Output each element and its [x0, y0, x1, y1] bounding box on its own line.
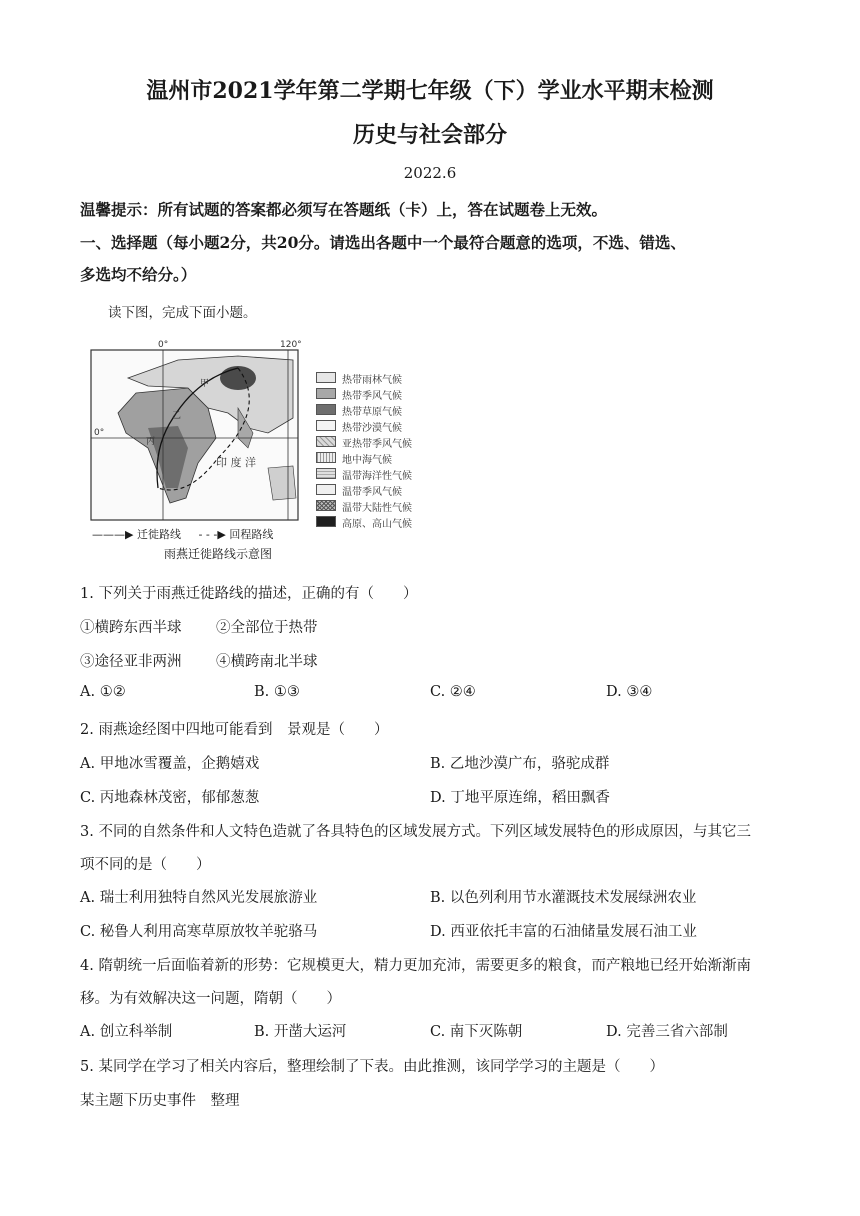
- migration-route-label: 迁徙路线: [136, 528, 181, 541]
- q1-option-a[interactable]: A. ①②: [80, 684, 126, 700]
- q4-option-a[interactable]: A. 创立科举制: [80, 1024, 173, 1040]
- legend-label: 高原、高山气候: [342, 519, 412, 530]
- australia-landmass: [268, 466, 296, 500]
- q1-statement-2: ②全部位于热带: [216, 620, 318, 636]
- place-label-jia: 甲: [200, 379, 210, 389]
- place-label-bing: 丙: [146, 437, 156, 447]
- legend-swatch: [316, 452, 336, 463]
- q1-option-b[interactable]: B. ①③: [254, 684, 300, 700]
- q1-option-c[interactable]: C. ②④: [430, 684, 476, 700]
- legend-swatch: [316, 388, 336, 399]
- q2-option-c[interactable]: C. 丙地森林茂密，郁郁葱葱: [80, 790, 260, 806]
- q1-statement-3: ③途径亚非两洲: [80, 654, 182, 670]
- lat-label-equator: 0°: [94, 428, 105, 438]
- ocean-label: 印 度 洋: [216, 456, 256, 469]
- legend-label: 亚热带季风气候: [342, 439, 412, 450]
- q3-stem-line2: 项不同的是（ ）: [80, 857, 211, 873]
- return-route-label: 回程路线: [229, 528, 274, 541]
- route-legend: [92, 526, 273, 542]
- q4-stem-line1: 4. 隋朝统一后面临着新的形势：它规模更大，精力更加充沛，需要更多的粮食，而产粮地已经开始渐渐南: [80, 958, 751, 974]
- legend-label: 地中海气候: [342, 455, 392, 466]
- lon-label-0: 0°: [158, 340, 169, 350]
- q1-statement-1: ①横跨东西半球: [80, 620, 182, 636]
- q4-stem-line2: 移。为有效解决这一问题，隋朝（ ）: [80, 991, 341, 1007]
- q4-option-c[interactable]: C. 南下灭陈朝: [430, 1024, 523, 1040]
- migration-map: [88, 338, 308, 524]
- exam-title: 温州市2021学年第二学期七年级（下）学业水平期末检测: [146, 78, 714, 104]
- q3-option-a[interactable]: A. 瑞士利用独特自然风光发展旅游业: [80, 890, 318, 906]
- figure-caption: 雨燕迁徙路线示意图: [164, 547, 273, 561]
- legend-label: 热带季风气候: [342, 391, 402, 402]
- notice-text: 温馨提示：所有试题的答案都必须写在答题纸（卡）上，答在试题卷上无效。: [80, 200, 608, 219]
- section-heading-line2: 多选均不给分。）: [80, 265, 197, 284]
- q3-stem-line1: 3. 不同的自然条件和人文特色造就了各具特色的区域发展方式。下列区域发展特色的形成原因，与其它三: [80, 824, 751, 840]
- q1-statement-4: ④横跨南北半球: [216, 654, 318, 670]
- legend-swatch: [316, 420, 336, 431]
- q2-option-d[interactable]: D. 丁地平原连绵，稻田飘香: [430, 790, 610, 806]
- lon-label-120: 120°: [280, 340, 302, 350]
- exam-date: 2022.6: [403, 164, 457, 182]
- q1-stem: 1. 下列关于雨燕迁徙路线的描述，正确的有（ ）: [80, 586, 418, 602]
- q2-option-b[interactable]: B. 乙地沙漠广布，骆驼成群: [430, 756, 610, 772]
- climate-legend: [316, 372, 436, 532]
- q2-option-a[interactable]: A. 甲地冰雪覆盖，企鹅嬉戏: [80, 756, 260, 772]
- exam-subtitle: 历史与社会部分: [352, 122, 507, 148]
- legend-swatch: [316, 468, 336, 479]
- legend-label: 温带大陆性气候: [342, 503, 412, 514]
- legend-swatch: [316, 436, 336, 447]
- section-heading-line1: 一、选择题（每小题2分，共20分。请选出各题中一个最符合题意的选项，不选、错选、: [80, 233, 686, 252]
- map-svg: [88, 338, 308, 524]
- legend-label: 热带雨林气候: [342, 375, 402, 386]
- return-route-symbol: - - -▶: [198, 528, 230, 541]
- legend-swatch: [316, 500, 336, 511]
- q3-option-c[interactable]: C. 秘鲁人利用高寒草原放牧羊驼骆马: [80, 924, 318, 940]
- plateau-region: [220, 366, 256, 390]
- legend-swatch: [316, 372, 336, 383]
- legend-label: 温带季风气候: [342, 487, 402, 498]
- q2-stem: 2. 雨燕途经图中四地可能看到 景观是（ ）: [80, 722, 389, 738]
- migration-route-symbol: ———▶: [92, 528, 137, 541]
- legend-swatch: [316, 516, 336, 527]
- q5-stem: 5. 某同学在学习了相关内容后，整理绘制了下表。由此推测，该同学学习的主题是（ ）: [80, 1059, 664, 1075]
- q3-option-d[interactable]: D. 西亚依托丰富的石油储量发展石油工业: [430, 924, 697, 940]
- q1-option-d[interactable]: D. ③④: [606, 684, 653, 700]
- q3-option-b[interactable]: B. 以色列利用节水灌溉技术发展绿洲农业: [430, 890, 697, 906]
- q5-trailing-text: 某主题下历史事件 整理: [80, 1093, 240, 1109]
- place-label-yi: 乙: [172, 411, 182, 421]
- legend-label: 热带沙漠气候: [342, 423, 402, 434]
- legend-swatch: [316, 404, 336, 415]
- q4-option-b[interactable]: B. 开凿大运河: [254, 1024, 347, 1040]
- figure-intro: 读下图，完成下面小题。: [108, 305, 257, 321]
- q4-option-d[interactable]: D. 完善三省六部制: [606, 1024, 728, 1040]
- legend-label: 温带海洋性气候: [342, 471, 412, 482]
- legend-swatch: [316, 484, 336, 495]
- legend-label: 热带草原气候: [342, 407, 402, 418]
